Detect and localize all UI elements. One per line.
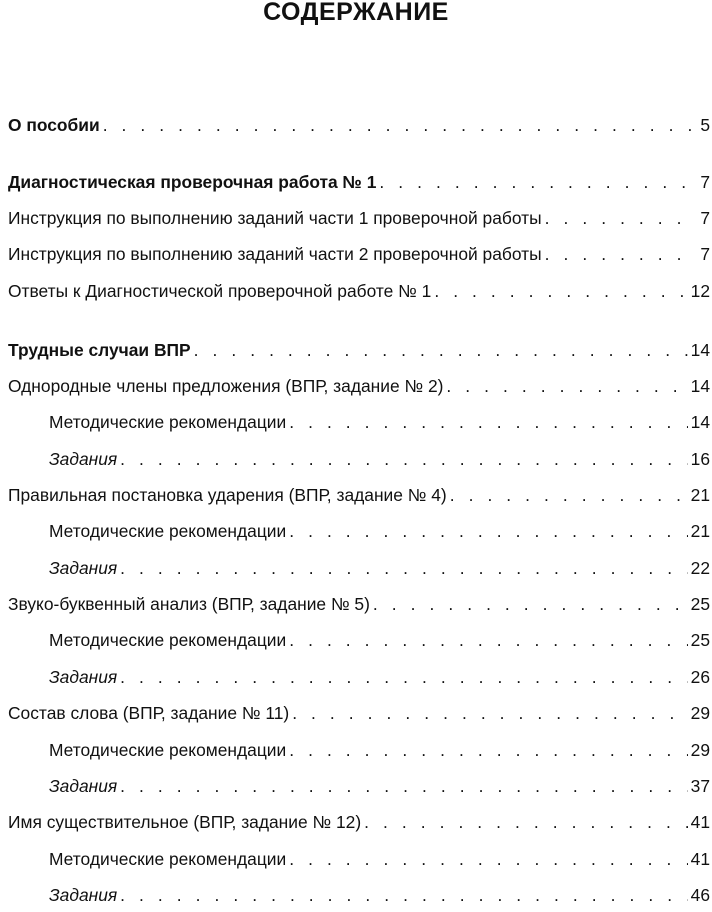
toc-entry-diagnostic-work[interactable]	[8, 170, 710, 194]
toc-entry-label: Задания	[49, 667, 118, 687]
toc-page-number: 25	[690, 630, 710, 650]
toc-page-number: 22	[690, 558, 710, 578]
dot-leader	[120, 883, 687, 907]
toc-page-number: 14	[690, 376, 710, 396]
dot-leader	[120, 447, 687, 471]
dot-leader	[373, 592, 688, 616]
dot-leader	[103, 113, 698, 137]
toc-entry-label: Задания	[49, 449, 118, 469]
toc-page-number: 46	[690, 885, 710, 905]
toc-entry-methodical-recommendations[interactable]	[8, 628, 710, 652]
toc-page-number: 37	[690, 776, 710, 796]
toc-entry-methodical-recommendations[interactable]	[8, 410, 710, 434]
toc-page-number: 41	[690, 849, 710, 869]
toc-page-number: 25	[690, 594, 710, 614]
toc-entry-label: Задания	[49, 558, 118, 578]
toc-entry-label: Инструкция по выполнению заданий части 2 проверочной работы	[8, 244, 542, 264]
dot-leader	[545, 206, 698, 230]
toc-entry-homogeneous-members[interactable]	[8, 374, 710, 398]
toc-entry-label: Имя существительное (ВПР, задание № 12)	[8, 812, 362, 832]
toc-entry-answers[interactable]	[8, 279, 710, 303]
dot-leader	[289, 738, 687, 762]
toc-entry-tasks[interactable]	[8, 556, 710, 580]
toc-entry-label: Состав слова (ВПР, задание № 11)	[8, 703, 290, 723]
toc-entry-label: Методические рекомендации	[49, 849, 287, 869]
dot-leader	[120, 774, 687, 798]
toc-entry-label: Звуко-буквенный анализ (ВПР, задание № 5)	[8, 594, 370, 614]
toc-entry-label: Методические рекомендации	[49, 412, 287, 432]
toc-entry-word-composition[interactable]	[8, 701, 710, 725]
toc-entry-label: Методические рекомендации	[49, 630, 287, 650]
toc-entry-label: Правильная постановка ударения (ВПР, задание № 4)	[8, 485, 447, 505]
dot-leader	[545, 242, 698, 266]
toc-entry-instruction-part2[interactable]	[8, 242, 710, 266]
toc-entry-label: Ответы к Диагностической проверочной работе № 1	[8, 281, 432, 301]
toc-entry-hard-cases[interactable]	[8, 338, 710, 362]
dot-leader	[289, 628, 687, 652]
toc-page-number: 41	[690, 812, 710, 832]
toc-entry-methodical-recommendations[interactable]	[8, 847, 710, 871]
toc-page-number: 21	[690, 485, 710, 505]
toc-entry-stress[interactable]	[8, 483, 710, 507]
dot-leader	[289, 410, 687, 434]
toc-page-number: 7	[700, 244, 710, 264]
toc-entry-label: Методические рекомендации	[49, 521, 287, 541]
dot-leader	[120, 665, 687, 689]
dot-leader	[450, 483, 688, 507]
toc-entry-label: Однородные члены предложения (ВПР, задание № 2)	[8, 376, 444, 396]
toc-entry-noun[interactable]	[8, 810, 710, 834]
page-title: СОДЕРЖАНИЕ	[263, 0, 449, 26]
toc-page-number: 16	[690, 449, 710, 469]
toc-page-number: 21	[690, 521, 710, 541]
toc-entry-sound-letter-analysis[interactable]	[8, 592, 710, 616]
dot-leader	[292, 701, 687, 725]
toc-entry-label: Инструкция по выполнению заданий части 1 проверочной работы	[8, 208, 542, 228]
dot-leader	[379, 170, 697, 194]
toc-entry-tasks[interactable]	[8, 883, 710, 907]
toc-entry-label: О пособии	[8, 115, 100, 135]
toc-entry-methodical-recommendations[interactable]	[8, 519, 710, 543]
dot-leader	[194, 338, 688, 362]
toc-entry-tasks[interactable]	[8, 774, 710, 798]
toc-entry-instruction-part1[interactable]	[8, 206, 710, 230]
toc-page-number: 14	[690, 412, 710, 432]
toc-entry-tasks[interactable]	[8, 447, 710, 471]
dot-leader	[120, 556, 687, 580]
toc-entry-label: Методические рекомендации	[49, 740, 287, 760]
toc-entry-label: Трудные случаи ВПР	[8, 340, 191, 360]
toc-page-number: 26	[690, 667, 710, 687]
dot-leader	[289, 519, 687, 543]
toc-page-number: 12	[690, 281, 710, 301]
toc-entry-label: Диагностическая проверочная работа № 1	[8, 172, 377, 192]
toc-entry-label: Задания	[49, 885, 118, 905]
toc-entry-label: Задания	[49, 776, 118, 796]
toc-page-number: 5	[700, 115, 710, 135]
toc-entry-tasks[interactable]	[8, 665, 710, 689]
toc-page-number: 29	[690, 740, 710, 760]
dot-leader	[364, 810, 688, 834]
toc-page-number: 7	[700, 208, 710, 228]
toc-page-number: 29	[690, 703, 710, 723]
toc-page-number: 14	[690, 340, 710, 360]
toc-entry-about[interactable]	[8, 113, 710, 137]
dot-leader	[289, 847, 687, 871]
toc-entry-methodical-recommendations[interactable]	[8, 738, 710, 762]
toc-page-number: 7	[700, 172, 710, 192]
dot-leader	[446, 374, 687, 398]
dot-leader	[434, 279, 687, 303]
